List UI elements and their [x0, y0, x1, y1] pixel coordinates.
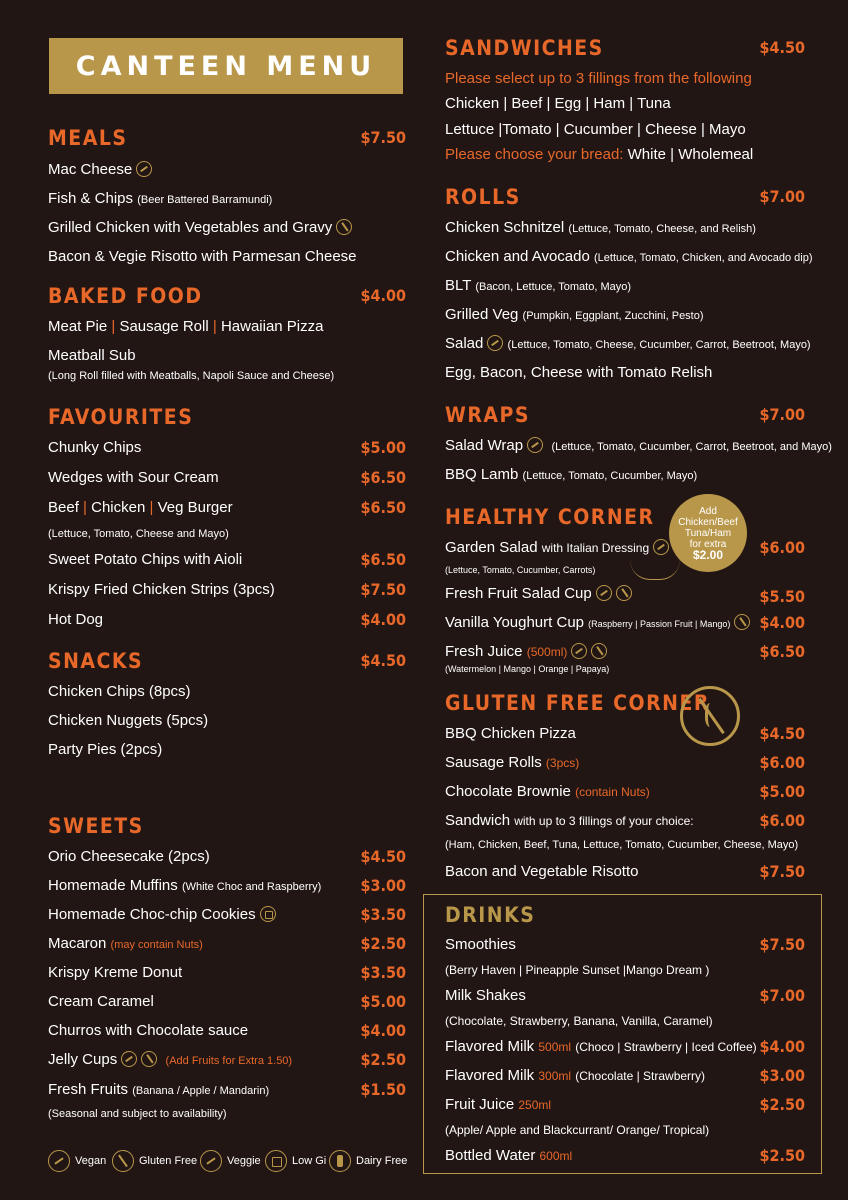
baked-heading: BAKED FOOD $4.00 [48, 284, 406, 308]
menu-item: Fresh Juice (500ml) $6.50 [445, 642, 805, 661]
menu-item: Meatball Sub [48, 347, 136, 364]
menu-item: Flavored Milk 300ml (Chocolate | Strawberry) $3.00 [445, 1066, 805, 1085]
item-note: (Long Roll filled with Meatballs, Napoli Sauce and Cheese) [48, 370, 335, 382]
vegan-icon [121, 1051, 137, 1067]
menu-item: Krispy Kreme Donut $3.50 [48, 963, 406, 982]
menu-item: Sausage Rolls (3pcs) $6.00 [445, 753, 805, 772]
vegan-icon [571, 643, 587, 659]
rolls-heading: ROLLS $7.00 [445, 185, 805, 209]
low-gi-icon [260, 906, 276, 922]
menu-item: Salad Wrap (Lettuce, Tomato, Cucumber, Carrot, Beetroot, and Mayo) [445, 437, 832, 454]
menu-item: Smoothies $7.50 [445, 935, 805, 954]
gluten-free-icon [616, 585, 632, 601]
menu-item: Milk Shakes $7.00 [445, 986, 805, 1005]
fillings-list: Lettuce |Tomato | Cucumber | Cheese | Mayo [445, 121, 746, 138]
menu-title-banner [49, 38, 403, 94]
gluten-free-icon [112, 1150, 134, 1172]
menu-item: Meat Pie | Sausage Roll | Hawaiian Pizza [48, 318, 324, 335]
item-note: (Lettuce, Tomato, Cucumber, Carrots) [445, 565, 596, 575]
menu-item: Macaron (may contain Nuts) $2.50 [48, 934, 406, 953]
menu-item: Flavored Milk 500ml (Choco | Strawberry | Iced Coffee) $4.00 [445, 1037, 805, 1056]
vegan-icon [136, 161, 152, 177]
menu-item: Sweet Potato Chips with Aioli $6.50 [48, 550, 406, 569]
healthy-heading: HEALTHY CORNER [445, 505, 655, 529]
menu-item: Homemade Muffins (White Choc and Raspberry) $3.00 [48, 876, 406, 895]
curved-arrow-icon [630, 560, 680, 580]
fillings-list: Chicken | Beef | Egg | Ham | Tuna [445, 95, 671, 112]
menu-item: Bacon and Vegetable Risotto $7.50 [445, 862, 805, 881]
menu-item: Beef | Chicken | Veg Burger $6.50 [48, 498, 406, 517]
menu-item: Wedges with Sour Cream $6.50 [48, 468, 406, 487]
gluten-free-icon [734, 614, 750, 630]
meals-price: $7.50 [360, 128, 406, 147]
menu-item: Chicken and Avocado (Lettuce, Tomato, Chicken, and Avocado dip) [445, 248, 813, 265]
low-gi-icon [265, 1150, 287, 1172]
menu-item: Chicken Schnitzel (Lettuce, Tomato, Cheese, and Relish) [445, 219, 756, 236]
menu-item: Orio Cheesecake (2pcs) $4.50 [48, 847, 406, 866]
menu-item: Hot Dog $4.00 [48, 610, 406, 629]
menu-title: CANTEEN MENU [75, 50, 377, 82]
menu-item: Fresh Fruits (Banana / Apple / Mandarin) $1.50 [48, 1080, 406, 1099]
vegan-icon [487, 335, 503, 351]
add-protein-badge: Add Chicken/Beef Tuna/Ham for extra $2.00 [669, 494, 747, 572]
menu-item: Chunky Chips $5.00 [48, 438, 406, 457]
item-note: (Watermelon | Mango | Orange | Papaya) [445, 664, 610, 674]
menu-item: Krispy Fried Chicken Strips (3pcs) $7.50 [48, 580, 406, 599]
drinks-frame [423, 894, 822, 1174]
item-note: (Apple/ Apple and Blackcurrant/ Orange/ Tropical) [445, 1123, 710, 1137]
menu-item: Garden Salad with Italian Dressing $6.00 [445, 538, 805, 557]
menu-item: Mac Cheese [48, 160, 406, 180]
dietary-legend [48, 1150, 408, 1174]
sweets-heading: SWEETS [48, 814, 144, 838]
gluten-free-icon [591, 643, 607, 659]
menu-item: BBQ Chicken Pizza $4.50 [445, 724, 805, 743]
menu-item: Salad (Lettuce, Tomato, Cheese, Cucumber, Carrot, Beetroot, Mayo) [445, 335, 811, 352]
item-note: (Seasonal and subject to availability) [48, 1108, 227, 1120]
gluten-free-icon [141, 1051, 157, 1067]
legend-item: Gluten Free [112, 1150, 197, 1172]
meals-heading: MEALS $7.50 [48, 126, 406, 150]
menu-item: Sandwich with up to 3 fillings of your choice: $6.00 [445, 811, 805, 830]
gluten-free-heading: GLUTEN FREE CORNER [445, 691, 710, 715]
drinks-heading: DRINKS [445, 903, 536, 927]
gluten-free-icon [336, 219, 352, 235]
legend-item: Vegan [48, 1150, 106, 1172]
menu-item: Fish & Chips (Beer Battered Barramundi) [48, 190, 273, 207]
vegan-icon [48, 1150, 70, 1172]
menu-item: Egg, Bacon, Cheese with Tomato Relish [445, 364, 713, 381]
wraps-heading: WRAPS $7.00 [445, 403, 805, 427]
item-note: (Ham, Chicken, Beef, Tuna, Lettuce, Tomato, Cucumber, Cheese, Mayo) [445, 839, 799, 851]
vegan-icon [596, 585, 612, 601]
favourites-heading: FAVOURITES [48, 405, 194, 429]
snacks-heading: SNACKS $4.50 [48, 649, 406, 673]
legend-item: Dairy Free [329, 1150, 407, 1172]
bread-choice: Please choose your bread: White | Wholemeal [445, 146, 754, 163]
dairy-free-icon [329, 1150, 351, 1172]
menu-item: Chicken Chips (8pcs) [48, 683, 191, 700]
menu-item: Churros with Chocolate sauce $4.00 [48, 1021, 406, 1040]
sandwich-instructions: Please select up to 3 fillings from the following [445, 70, 752, 87]
legend-item: Low Gi [265, 1150, 326, 1172]
legend-item: Veggie [200, 1150, 261, 1172]
menu-item: Bottled Water 600ml $2.50 [445, 1146, 805, 1165]
sandwiches-heading: SANDWICHES $4.50 [445, 36, 805, 60]
menu-item: Grilled Chicken with Vegetables and Gravy [48, 218, 406, 238]
menu-item: Homemade Choc-chip Cookies $3.50 [48, 905, 406, 924]
menu-item: Grilled Veg (Pumpkin, Eggplant, Zucchini, Pesto) [445, 306, 704, 323]
item-note: (Lettuce, Tomato, Cheese and Mayo) [48, 528, 229, 540]
menu-item: Chicken Nuggets (5pcs) [48, 712, 209, 729]
menu-item: Cream Caramel $5.00 [48, 992, 406, 1011]
veggie-icon [200, 1150, 222, 1172]
vegan-icon [527, 437, 543, 453]
menu-item: BLT (Bacon, Lettuce, Tomato, Mayo) [445, 277, 632, 294]
menu-item: Fresh Fruit Salad Cup $5.50 [445, 585, 805, 606]
item-note: (Chocolate, Strawberry, Banana, Vanilla, Caramel) [445, 1014, 713, 1028]
menu-item: Chocolate Brownie (contain Nuts) $5.00 [445, 782, 805, 801]
gluten-free-badge-icon [680, 686, 740, 746]
menu-item: Bacon & Vegie Risotto with Parmesan Cheese [48, 248, 357, 265]
vegan-icon [653, 539, 669, 555]
menu-item: Jelly Cups (Add Fruits for Extra 1.50) $2.50 [48, 1050, 406, 1069]
menu-item: Vanilla Youghurt Cup (Raspberry | Passion Fruit | Mango) $4.00 [445, 613, 805, 632]
menu-item: BBQ Lamb (Lettuce, Tomato, Cucumber, Mayo) [445, 466, 698, 483]
menu-item: Fruit Juice 250ml $2.50 [445, 1095, 805, 1114]
item-note: (Berry Haven | Pineapple Sunset |Mango Dream ) [445, 963, 710, 977]
menu-item: Party Pies (2pcs) [48, 741, 163, 758]
